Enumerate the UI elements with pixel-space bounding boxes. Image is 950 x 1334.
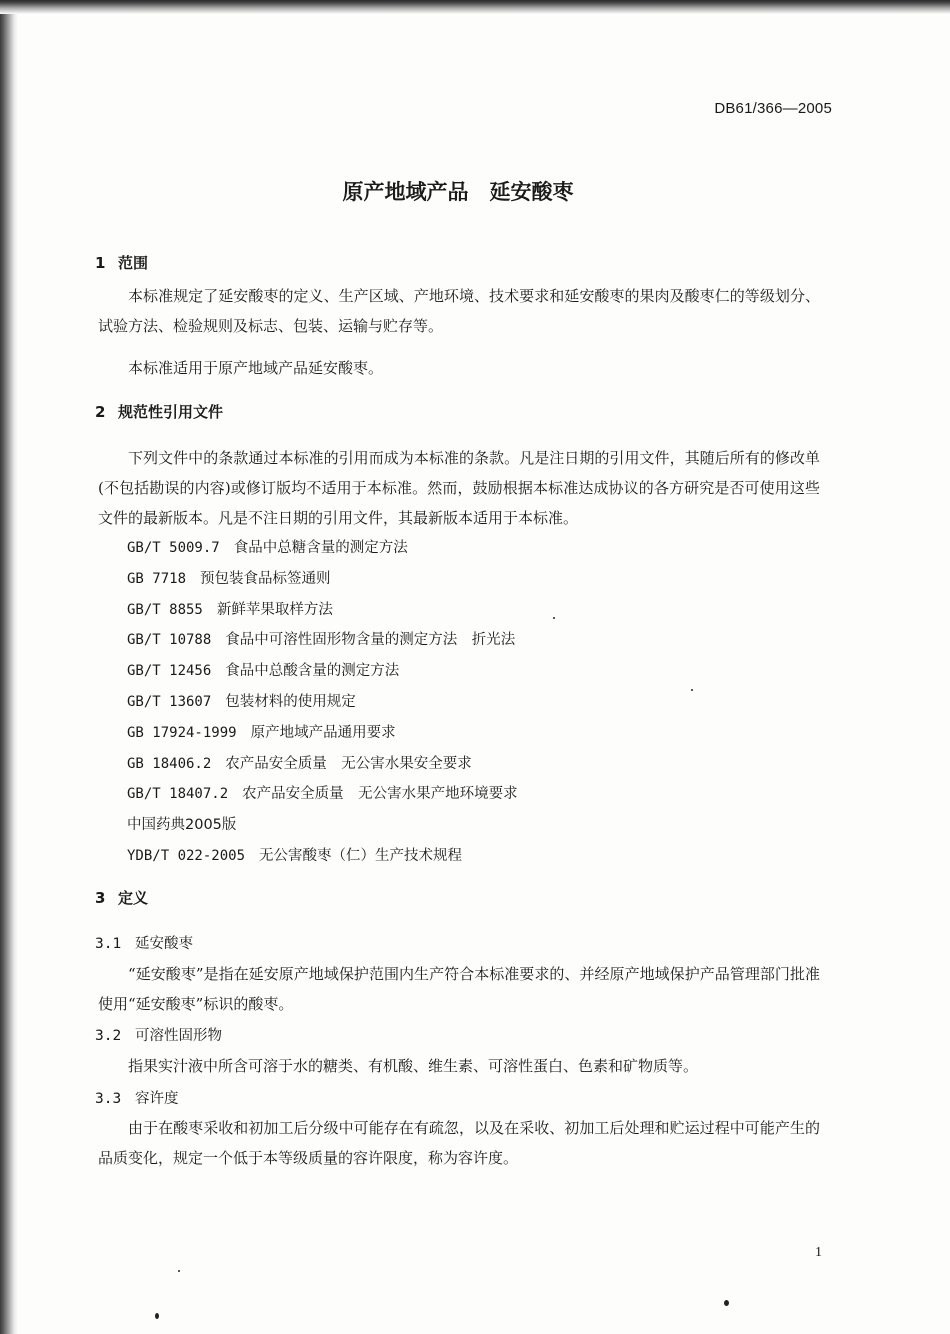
section-title: 定义: [118, 889, 149, 907]
reference-item: [127, 625, 518, 656]
reference-name: 食品中总酸含量的测定方法: [225, 663, 400, 680]
reference-code: GB/T 10788: [127, 632, 212, 649]
section-number: 2: [95, 403, 106, 421]
subsection-title: 延安酸枣: [135, 936, 193, 952]
page-number: 1: [815, 1245, 822, 1260]
reference-code: GB/T 12456: [127, 663, 212, 680]
reference-name: 新鲜苹果取样方法: [216, 601, 333, 618]
section-number: 1: [95, 254, 106, 272]
reference-name: 农产品安全质量 无公害水果安全要求: [225, 755, 472, 772]
section-title: 规范性引用文件: [118, 403, 224, 421]
subsection-3-1-text: “延安酸枣”是指在延安原产地域保护范围内生产符合本标准要求的、并经原产地域保护产品管理部门批准使用“延安酸枣”标识的酸枣。: [98, 965, 820, 1013]
scan-speck: [178, 1270, 180, 1272]
subsection-number: 3.2: [95, 1028, 122, 1044]
scan-shadow-top: [0, 0, 950, 14]
reference-name: 中国药典2005版: [127, 817, 237, 834]
subsection-title: 可溶性固形物: [135, 1028, 222, 1044]
reference-item: [127, 841, 518, 872]
reference-code: YDB/T 022-2005: [127, 847, 246, 864]
reference-item: [127, 533, 518, 564]
reference-name: 包装材料的使用规定: [225, 693, 356, 710]
section-1-heading: [95, 252, 148, 273]
reference-item: [127, 779, 518, 810]
reference-code: GB 17924-1999: [127, 724, 237, 741]
scan-speck: [155, 1313, 159, 1319]
reference-name: 预包装食品标签通则: [200, 570, 331, 587]
section-2-heading: [95, 401, 223, 422]
document-code: DB61/366—2005: [714, 100, 832, 117]
subsection-number: 3.1: [95, 936, 122, 952]
section-title: 范围: [118, 254, 149, 272]
reference-code: GB 7718: [127, 570, 187, 587]
scan-speck: [691, 689, 693, 691]
reference-name: 农产品安全质量 无公害水果产地环境要求: [242, 786, 518, 803]
reference-name: 食品中可溶性固形物含量的测定方法 折光法: [225, 632, 516, 649]
subsection-3-3-heading: [95, 1087, 179, 1108]
reference-item: [127, 810, 518, 841]
document-title: 原产地域产品 延安酸枣: [342, 180, 574, 204]
subsection-title: 容许度: [135, 1091, 179, 1107]
reference-code: GB/T 8855: [127, 601, 203, 618]
section-1-paragraph-1: 本标准规定了延安酸枣的定义、生产区域、产地环境、技术要求和延安酸枣的果肉及酸枣仁的等级划分、试验方法、检验规则及标志、包装、运输与贮存等。: [98, 287, 820, 335]
section-number: 3: [95, 889, 106, 907]
normative-reference-list: [127, 533, 518, 872]
reference-item: [127, 564, 518, 595]
reference-item: [127, 687, 518, 718]
reference-item: [127, 595, 518, 626]
reference-code: GB/T 13607: [127, 693, 212, 710]
reference-name: 原产地域产品通用要求: [250, 724, 396, 741]
subsection-3-1-heading: [95, 932, 193, 953]
section-3-heading: [95, 887, 148, 908]
scan-speck: [724, 1300, 729, 1306]
reference-name: 食品中总糖含量的测定方法: [233, 540, 408, 556]
reference-code: GB/T 18407.2: [127, 786, 229, 803]
reference-item: [127, 749, 518, 780]
subsection-3-2-heading: [95, 1024, 222, 1045]
reference-name: 无公害酸枣（仁）生产技术规程: [259, 847, 463, 864]
subsection-number: 3.3: [95, 1091, 122, 1107]
reference-code: GB 18406.2: [127, 755, 212, 772]
reference-item: [127, 656, 518, 687]
subsection-3-2-text: 指果实汁液中所含可溶于水的糖类、有机酸、维生素、可溶性蛋白、色素和矿物质等。: [128, 1057, 699, 1075]
scan-speck: [553, 617, 555, 619]
section-2-paragraph-1: 下列文件中的条款通过本标准的引用而成为本标准的条款。凡是注日期的引用文件，其随后所有的修改单(不包括勘误的内容)或修订版均不适用于本标准。然而，鼓励根据本标准达成协议的各方研究是否可使用这些文件的最新版本。凡是不注日期的引用文件，其最新版本适用于本标准。: [98, 449, 820, 527]
reference-item: [127, 718, 518, 749]
subsection-3-3-text: 由于在酸枣采收和初加工后分级中可能存在有疏忽，以及在采收、初加工后处理和贮运过程中可能产生的品质变化，规定一个低于本等级质量的容许限度，称为容许度。: [98, 1119, 820, 1167]
reference-code: GB/T 5009.7: [127, 540, 220, 556]
section-1-paragraph-2: 本标准适用于原产地域产品延安酸枣。: [128, 359, 384, 377]
